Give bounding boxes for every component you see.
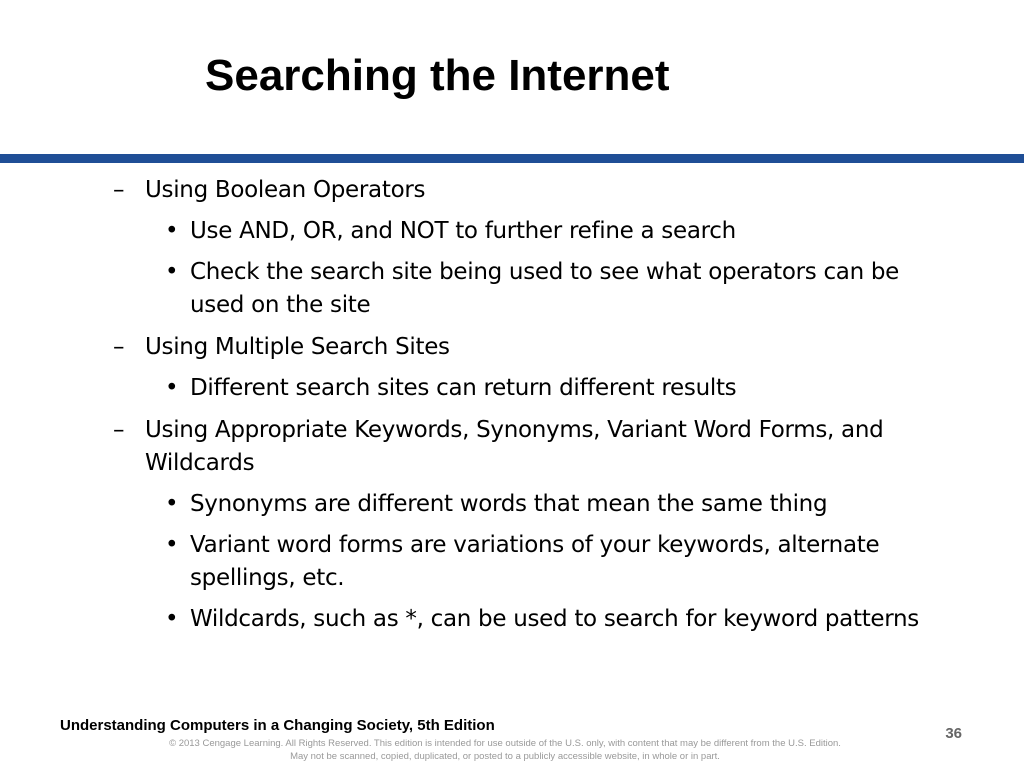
list-item-text: Check the search site being used to see what operators can be used on the site — [190, 259, 900, 318]
list-item — [0, 529, 950, 595]
page-number: 36 — [945, 725, 962, 742]
list-item — [0, 414, 945, 480]
list-item-text: Use AND, OR, and NOT to further refine a search — [190, 218, 736, 244]
footer-book-title: Understanding Computers in a Changing Society, 5th Edition — [60, 717, 495, 734]
copyright-notice — [0, 737, 1010, 763]
copyright-line: © 2013 Cengage Learning. All Rights Reserved. This edition is intended for use outside of the U.S. only, with content that may be different from the U.S. Edition. — [169, 738, 841, 749]
bullet-marker: • — [165, 532, 179, 558]
title-divider — [0, 154, 1024, 163]
list-item — [0, 215, 950, 248]
list-item — [0, 372, 950, 405]
bullet-list — [0, 174, 1024, 636]
list-item — [0, 256, 950, 322]
list-item-text: Using Appropriate Keywords, Synonyms, Variant Word Forms, and Wildcards — [145, 417, 884, 476]
list-item-text: Using Boolean Operators — [145, 177, 426, 203]
list-item — [0, 174, 945, 207]
bullet-marker: • — [165, 491, 179, 517]
bullet-marker: • — [165, 259, 179, 285]
dash-marker: – — [113, 417, 125, 443]
bullet-marker: • — [165, 606, 179, 632]
list-item-text: Using Multiple Search Sites — [145, 334, 450, 360]
list-item-text: Variant word forms are variations of your keywords, alternate spellings, etc. — [190, 532, 880, 591]
list-item — [0, 331, 945, 364]
list-item-text: Wildcards, such as *, can be used to search for keyword patterns — [190, 606, 919, 632]
bullet-marker: • — [165, 375, 179, 401]
list-item-text: Synonyms are different words that mean the same thing — [190, 491, 828, 517]
list-item — [0, 603, 950, 636]
list-item-text: Different search sites can return different results — [190, 375, 737, 401]
dash-marker: – — [113, 177, 125, 203]
dash-marker: – — [113, 334, 125, 360]
bullet-marker: • — [165, 218, 179, 244]
copyright-line: May not be scanned, copied, duplicated, or posted to a publicly accessible website, in whole or in part. — [290, 751, 720, 762]
list-item — [0, 488, 950, 521]
slide-title: Searching the Internet — [205, 51, 670, 100]
